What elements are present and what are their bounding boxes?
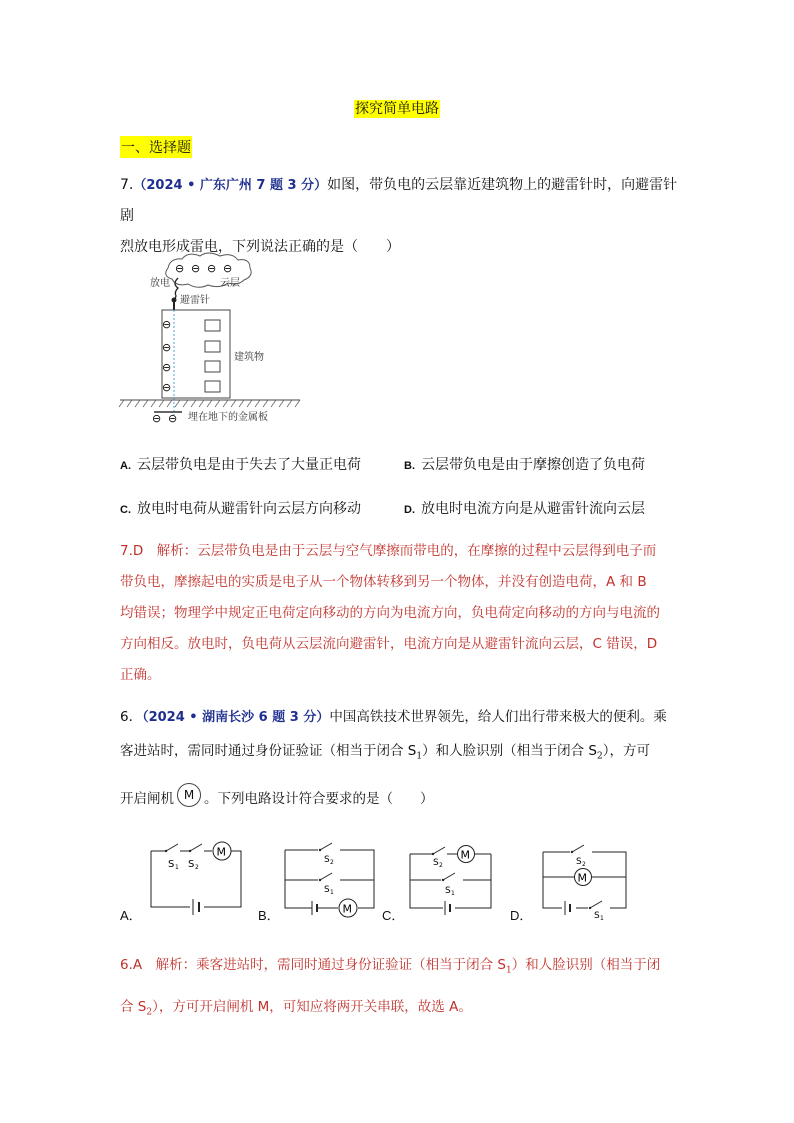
svg-text:2: 2 <box>195 864 199 871</box>
circuit-c[interactable] <box>405 842 497 920</box>
label-cloud: 云层 <box>220 278 240 289</box>
circuit-d-label[interactable]: D． <box>510 908 533 923</box>
q7-number: 7. <box>120 177 134 193</box>
q7-answer: 7.D 解析：云层带负电是由于云层与空气摩擦而带电的，在摩擦的过程中云层得到电子而 带负电，摩擦起电的实质是电子从一个物体转移到另一个物体，并没有创造电荷，A 和 B 均错误；物理学中规定正电荷定向移动的方向为电流方向，负电荷定向移动的方向与电流的 方向相反。放电时，负电荷从云层流向避雷针，电流方向是从避雷针流向云层，C 错误，D 正确。 <box>120 543 660 683</box>
circuit-d[interactable] <box>538 842 632 920</box>
svg-text:S: S <box>433 858 439 868</box>
svg-text:2: 2 <box>330 859 334 866</box>
svg-text:1: 1 <box>451 890 455 897</box>
label-rod: 避雷针 <box>180 295 210 306</box>
building-charge: ⊖ <box>162 361 172 374</box>
svg-text:M: M <box>342 902 352 916</box>
cloud-charge: ⊖ <box>223 262 233 275</box>
svg-text:1: 1 <box>330 889 334 896</box>
q6-answer-line1: 6.A 解析：乘客进站时，需同时通过身份证验证（相当于闭合 $S_1$）和人脸识别（相当于闭 <box>120 957 661 976</box>
svg-text:M: M <box>460 848 470 862</box>
circuit-b[interactable] <box>280 838 380 920</box>
label-plate: 埋在地下的金属板 <box>188 412 268 423</box>
circuit-a[interactable] <box>140 835 252 915</box>
svg-text:1: 1 <box>175 864 179 871</box>
circuit-b-label[interactable]: B． <box>258 908 280 923</box>
option-c[interactable]: C. 放电时电荷从避雷针向云层方向移动 <box>120 501 361 517</box>
cloud-charge: ⊖ <box>175 262 185 275</box>
cloud-charge: ⊖ <box>207 262 217 275</box>
svg-text:S: S <box>188 859 195 870</box>
lightning-figure <box>118 250 318 425</box>
q6-stem-line3: 开启闸机 M 。下列电路设计符合要求的是（ ） <box>120 783 680 815</box>
q7-source: （2024 • 广东广州 7 题 3 分） <box>133 178 328 193</box>
svg-text:M: M <box>216 845 226 859</box>
cloud-charge: ⊖ <box>191 262 201 275</box>
q6-answer-line2: 合 $S_2$），方可开启闸机 M，可知应将两开关串联，故选 A。 <box>120 999 472 1018</box>
q6-stem-line1: 6．（2024 • 湖南长沙 6 题 3 分）中国高铁技术世界领先，给人们出行带来极大的便利。乘 <box>120 709 667 725</box>
option-a[interactable]: A. 云层带负电是由于失去了大量正电荷 <box>120 457 361 473</box>
plate-charge: ⊖ <box>152 412 162 425</box>
svg-text:S: S <box>445 886 451 896</box>
svg-text:1: 1 <box>600 915 604 920</box>
window <box>205 381 220 392</box>
label-discharge: 放电 <box>150 278 170 289</box>
building-charge: ⊖ <box>162 318 172 331</box>
window <box>205 361 220 372</box>
option-d[interactable]: D. 放电时电流方向是从避雷针流向云层 <box>404 501 645 517</box>
option-b[interactable]: B. 云层带负电是由于摩擦创造了负电荷 <box>404 457 645 473</box>
svg-text:M: M <box>577 871 587 885</box>
svg-text:S: S <box>324 885 330 895</box>
plate-charge: ⊖ <box>168 412 178 425</box>
svg-text:S: S <box>168 859 175 870</box>
svg-text:S: S <box>324 855 330 865</box>
label-building: 建筑物 <box>234 352 264 363</box>
svg-text:S: S <box>576 857 582 867</box>
building-charge: ⊖ <box>162 341 172 354</box>
motor-icon: M <box>177 783 201 807</box>
section-heading: 一、选择题 <box>120 136 192 158</box>
svg-text:2: 2 <box>439 862 443 869</box>
window <box>205 341 220 352</box>
circuit-a-label[interactable]: A． <box>120 908 142 923</box>
ground-hatch <box>119 400 300 407</box>
q6-stem-line2: 客进站时，需同时通过身份证验证（相当于闭合 $S_1$）和人脸识别（相当于闭合 $S_2$），方可 <box>120 743 650 762</box>
page-title: 探究简单电路 <box>355 101 439 117</box>
q7-stem: 7.（2024 • 广东广州 7 题 3 分）如图，带负电的云层靠近建筑物上的避雷针时，向避雷针剧 烈放电形成雷电，下列说法正确的是（ ） <box>120 177 678 255</box>
building-charge: ⊖ <box>162 381 172 394</box>
window <box>205 320 220 331</box>
svg-text:2: 2 <box>582 861 586 868</box>
svg-text:S: S <box>594 911 600 920</box>
q6-source: （2024 • 湖南长沙 6 题 3 分） <box>142 710 330 725</box>
circuit-c-label[interactable]: C． <box>382 908 405 923</box>
